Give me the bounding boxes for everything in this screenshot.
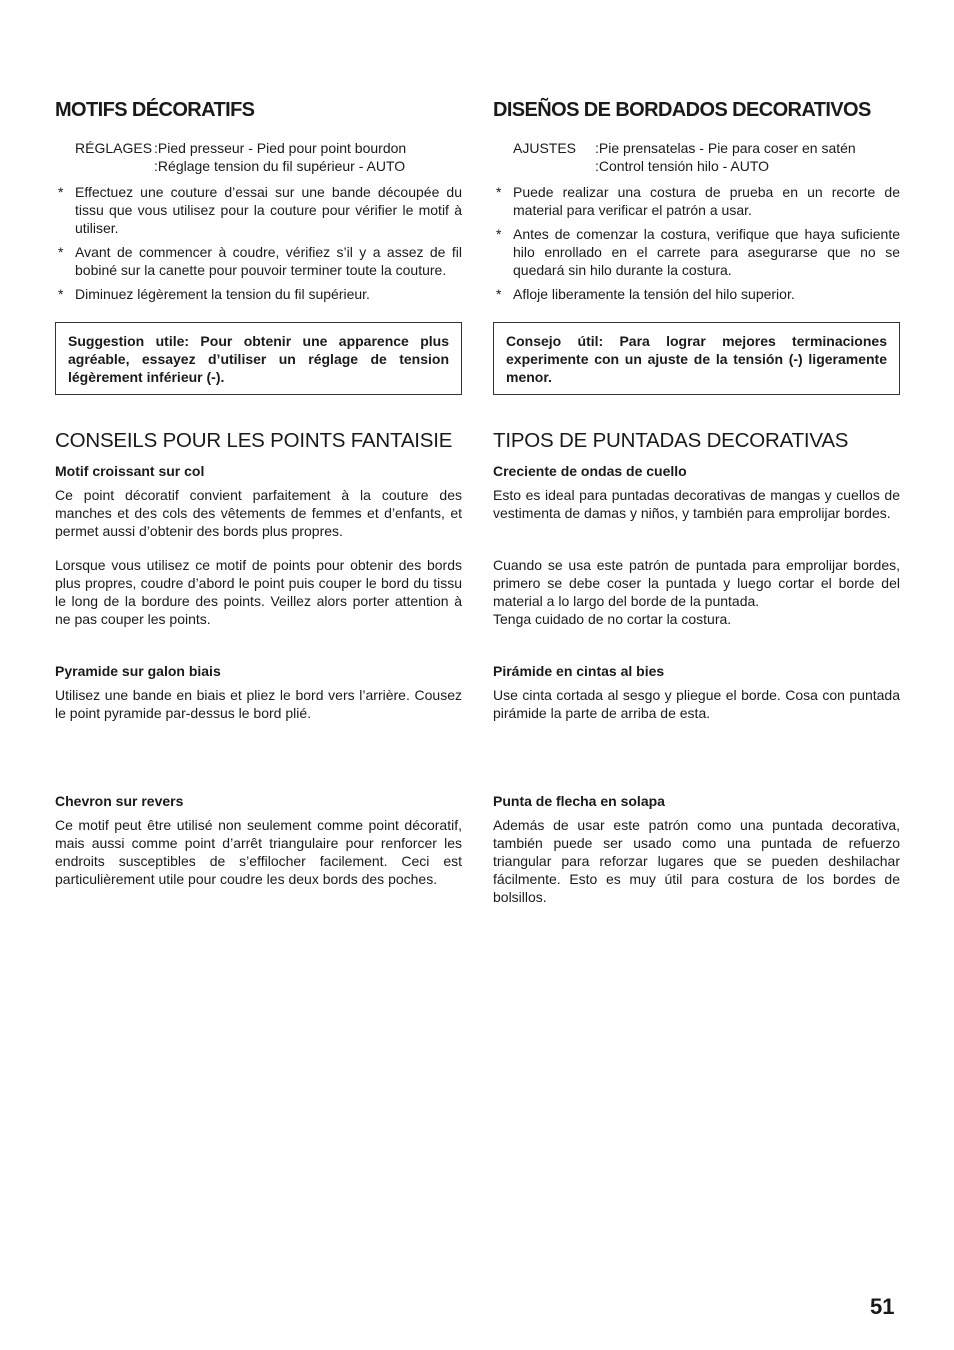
spanish-paragraph-creciente-2: Cuando se usa este patrón de puntada para emprolijar bordes, primero se debe coser la puntada y luego cortar el borde del material a lo largo del borde de la puntada. bbox=[493, 557, 900, 609]
spanish-heading-tipos: TIPOS DE PUNTADAS DECORATIVAS bbox=[493, 429, 849, 452]
french-paragraph-pyramide: Utilisez une bande en biais et pliez le bord vers l’arrière. Cousez le point pyramide par-dessus le bord plié. bbox=[55, 687, 462, 721]
spanish-settings-line2: :Control tensión hilo - AUTO bbox=[595, 158, 770, 174]
spanish-paragraph-creciente-3: Tenga cuidado de no cortar la costura. bbox=[493, 611, 732, 627]
french-bullet-list bbox=[55, 183, 462, 309]
spanish-paragraph-creciente-1: Esto es ideal para puntadas decorativas de mangas y cuellos de vestimenta de damas y niños, y también para emprolijar bordes. bbox=[493, 487, 900, 521]
list-item: * Antes de comenzar la costura, verifique que haya suficiente hilo enrollado en el carrete para asegurarse que no se quedará sin hilo durante la costura. bbox=[496, 226, 900, 278]
spanish-paragraph-flecha: Además de usar este patrón como una puntada decorativa, también puede ser usado como una puntada de refuerzo triangular para reforzar lugares que se pueden deshilachar fácilmente. Esto es muy útil para costura de los bordes de bolsillos. bbox=[493, 817, 900, 905]
french-tip-box: Suggestion utile: Pour obtenir une apparence plus agréable, essayez d’utiliser un réglage de tension légèrement inférieur (-). bbox=[55, 322, 462, 395]
french-paragraph-croissant-1: Ce point décoratif convient parfaitement à la couture des manches et des cols des vêtements de femmes et d’enfants, et permet aussi d’obtenir des bords plus propres. bbox=[55, 487, 462, 539]
french-heading-motifs: MOTIFS DÉCORATIFS bbox=[55, 99, 255, 121]
french-settings-label: RÉGLAGES bbox=[75, 140, 153, 156]
spanish-subheading-piramide: Pirámide en cintas al bies bbox=[493, 663, 665, 679]
list-item: * Avant de commencer à coudre, vérifiez s’il y a assez de fil bobiné sur la canette pour pouvoir terminer toute la couture. bbox=[58, 244, 462, 278]
list-item: * Effectuez une couture d’essai sur une bande découpée du tissu que vous utilisez pour la couture pour vérifier le motif à utiliser. bbox=[58, 184, 462, 236]
spanish-subheading-creciente: Creciente de ondas de cuello bbox=[493, 463, 687, 479]
french-settings bbox=[55, 139, 462, 175]
french-subheading-pyramide: Pyramide sur galon biais bbox=[55, 663, 221, 679]
french-paragraph-croissant-2: Lorsque vous utilisez ce motif de points pour obtenir des bords plus propres, coudre d’abord le point puis couper le bord du tissu le long de la bordure des points. Veillez alors porter attention à ne pas couper les points. bbox=[55, 557, 462, 627]
french-paragraph-chevron: Ce motif peut être utilisé non seulement comme point décoratif, mais aussi comme point d’arrêt triangulaire pour renforcer les endroits susceptibles de s’effilocher facilement. Ceci est particulièrement utile pour coudre les deux bords des poches. bbox=[55, 817, 462, 887]
spanish-bullet-list bbox=[493, 183, 900, 309]
spanish-heading-disenos: DISEÑOS DE BORDADOS DECORATIVOS bbox=[493, 99, 871, 121]
spanish-subheading-flecha: Punta de flecha en solapa bbox=[493, 793, 665, 809]
french-subheading-chevron: Chevron sur revers bbox=[55, 793, 184, 809]
french-subheading-croissant: Motif croissant sur col bbox=[55, 463, 205, 479]
spanish-paragraph-piramide: Use cinta cortada al sesgo y pliegue el borde. Cosa con puntada pirámide la parte de arriba de esta. bbox=[493, 687, 900, 721]
french-heading-conseils: CONSEILS POUR LES POINTS FANTAISIE bbox=[55, 429, 453, 452]
page-number: 51 bbox=[870, 1294, 895, 1319]
spanish-settings-label: AJUSTES bbox=[513, 140, 577, 156]
spanish-settings-line1: :Pie prensatelas - Pie para coser en satén bbox=[595, 140, 856, 156]
spanish-settings bbox=[493, 139, 900, 175]
french-settings-line1: :Pied presseur - Pied pour point bourdon bbox=[154, 140, 407, 156]
french-settings-line2: :Réglage tension du fil supérieur - AUTO bbox=[154, 158, 406, 174]
list-item: * Diminuez légèrement la tension du fil supérieur. bbox=[58, 286, 370, 302]
spanish-tip-box: Consejo útil: Para lograr mejores terminaciones experimente con un ajuste de la tensión (-) ligeramente menor. bbox=[493, 322, 900, 395]
list-item: * Puede realizar una costura de prueba en un recorte de material para verificar el patrón a usar. bbox=[496, 184, 900, 218]
list-item: * Afloje liberamente la tensión del hilo superior. bbox=[496, 286, 795, 302]
